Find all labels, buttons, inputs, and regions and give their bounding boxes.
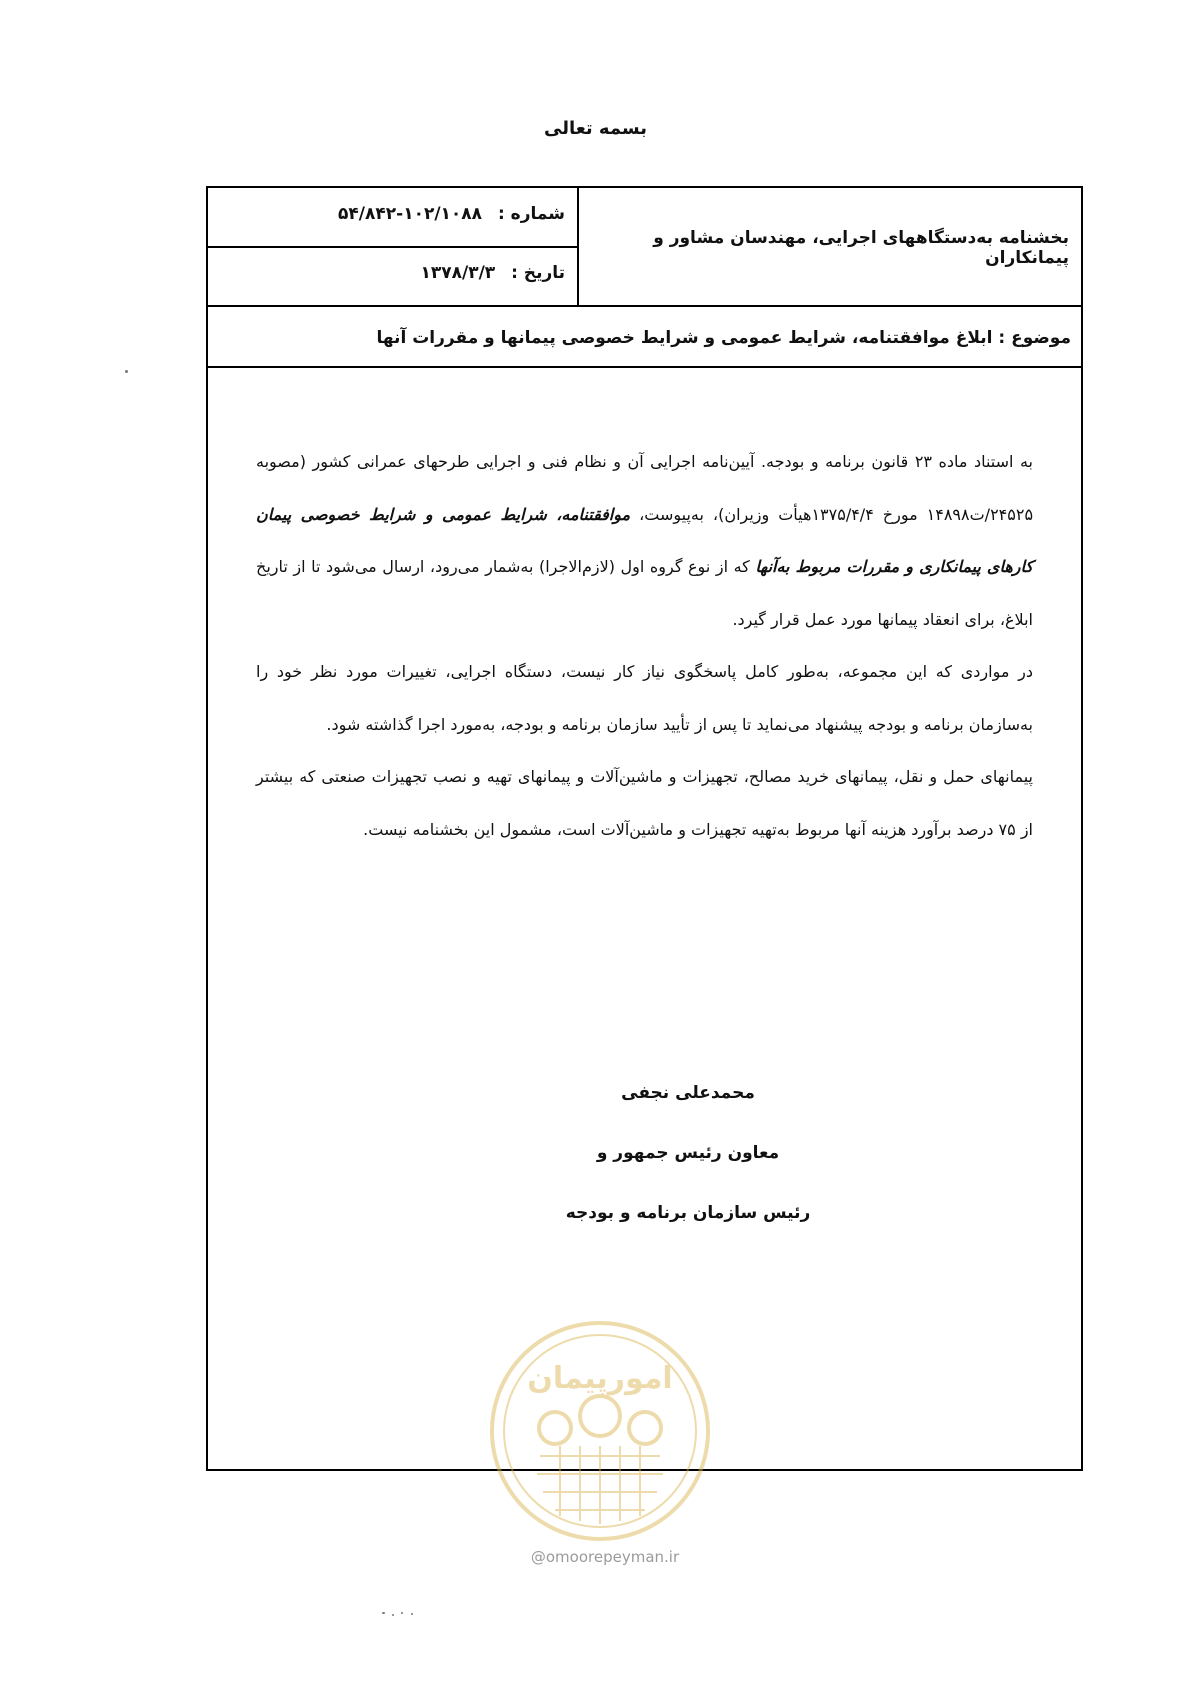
number-value: ۱۰۲/۱۰۸۸-۵۴/۸۴۲	[338, 204, 483, 224]
paragraph-1	[256, 436, 1033, 646]
subject-line: موضوع : ابلاغ موافقتنامه، شرایط عمومی و شرایط خصوصی پیمانها و مقررات آنها	[376, 328, 1071, 348]
scan-speck	[401, 1612, 403, 1614]
number-label: شماره :	[497, 204, 565, 224]
date-value: ۱۳۷۸/۳/۳	[420, 263, 496, 283]
paragraph-1-part-a: به استناد ماده ۲۳ قانون برنامه و بودجه. آیین‌نامه اجرایی آن و نظام فنی و اجرایی طرحهای عمرانی کشور (مصوبه ۲۴۵۲۵/ت۱۴۸۹۸ مورخ ۱۳۷۵/۴/۴هیأت وزیران)، به‌پیوست،	[256, 452, 1034, 524]
signatory-title-1: معاون رئیس جمهور و	[596, 1143, 780, 1163]
meta-divider	[208, 246, 578, 248]
stamp-text: امورپیمان	[527, 1361, 673, 1396]
header-divider	[208, 305, 1081, 307]
scan-speck	[382, 1612, 385, 1614]
signatory-title-2: رئیس سازمان برنامه و بودجه	[565, 1203, 811, 1223]
signatory-name: محمدعلی نجفی	[621, 1083, 755, 1103]
scan-speck	[392, 1614, 394, 1616]
paragraph-3: پیمانهای حمل و نقل، پیمانهای خرید مصالح، تجهیزات و ماشین‌آلات و پیمانهای تهیه و نصب تجهیزات صنعتی که بیشتر از ۷۵ درصد برآورد هزینه آنها مربوط به‌تهیه تجهیزات و ماشین‌آلات است، مشمول این بخشنامه نیست.	[256, 767, 1033, 839]
website-watermark: @omoorepeyman.ir	[530, 1548, 680, 1566]
date-row	[220, 263, 565, 283]
official-stamp-icon	[485, 1316, 715, 1546]
circular-title: بخشنامه به‌دستگاههای اجرایی، مهندسان مشاور و پیمانکاران	[653, 228, 1069, 268]
subject-divider	[208, 366, 1081, 368]
letter-body	[256, 436, 1033, 856]
document-heading: بسمه تعالی	[544, 118, 647, 139]
scan-speck	[411, 1613, 413, 1615]
letter-frame	[206, 186, 1083, 1471]
scan-speck	[125, 370, 128, 373]
paragraph-1-emphasis: موافقتنامه، شرایط عمومی و شرایط خصوصی پیمان کارهای پیمانکاری و مقررات مربوط به‌آنها	[256, 504, 1033, 576]
paragraph-1-part-b: که از نوع گروه اول (لازم‌الاجرا) به‌شمار می‌رود، ارسال می‌شود تا از تاریخ ابلاغ، برای انعقاد پیمانها مورد عمل قرار گیرد.	[256, 557, 1033, 629]
number-row	[220, 204, 565, 224]
date-label: تاریخ :	[511, 263, 565, 283]
paragraph-2: در مواردی که این مجموعه، به‌طور کامل پاسخگوی نیاز کار نیست، دستگاه اجرایی، تغییرات مورد نظر خود را به‌سازمان برنامه و بودجه پیشنهاد می‌نماید تا پس از تأیید سازمان برنامه و بودجه، به‌مورد اجرا گذاشته شود.	[256, 662, 1033, 734]
